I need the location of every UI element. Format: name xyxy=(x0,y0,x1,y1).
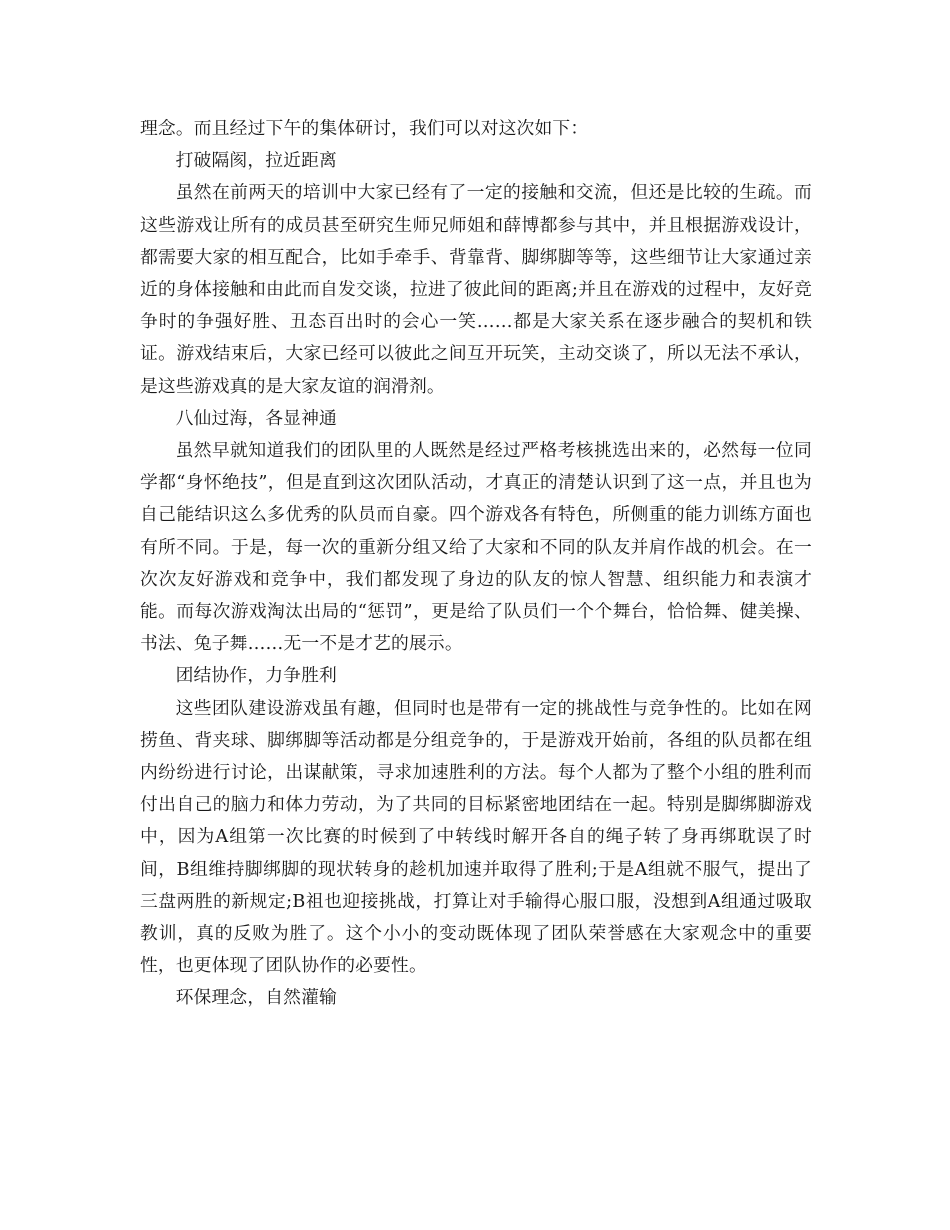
section-heading-teamwork: 团结协作，力争胜利 xyxy=(175,665,337,687)
document-body xyxy=(140,113,812,1015)
section-heading-eight-immortals: 八仙过海，各显神通 xyxy=(175,407,337,429)
body-paragraph-eight-immortals: 虽然早就知道我们的团队里的人既然是经过严格考核挑选出来的，必然每一位同学都“身怀绝技”，但是直到这次团队活动，才真正的清楚认识到了这一点，并且也为自己能结识这么多优秀的队员而自豪。四个游戏各有特色，所侧重的能力训练方面也有所不同。于是，每一次的重新分组又给了大家和不同的队友并肩作战的机会。在一次次友好游戏和竞争中，我们都发现了身边的队友的惊人智慧、组织能力和表演才能。而每次游戏淘汰出局的“惩罚”，更是给了队员们一个个舞台，恰恰舞、健美操、书法、兔子舞……无一不是才艺的展示。 xyxy=(140,440,812,655)
body-paragraph-break-barriers: 虽然在前两天的培训中大家已经有了一定的接触和交流，但还是比较的生疏。而这些游戏让所有的成员甚至研究生师兄师姐和薛博都参与其中，并且根据游戏设计，都需要大家的相互配合，比如手牵手、背靠背、脚绑脚等等，这些细节让大家通过亲近的身体接触和由此而自发交谈，拉进了彼此间的距离;并且在游戏的过程中，友好竞争时的争强好胜、丑态百出时的会心一笑……都是大家关系在逐步融合的契机和铁证。游戏结束后，大家已经可以彼此之间互开玩笑，主动交谈了，所以无法不承认，是这些游戏真的是大家友谊的润滑剂。 xyxy=(140,182,812,397)
body-paragraph-continued: 理念。而且经过下午的集体研讨，我们可以对这次如下： xyxy=(140,118,589,139)
body-paragraph-teamwork: 这些团队建设游戏虽有趣，但同时也是带有一定的挑战性与竞争性的。比如在网捞鱼、背夹球、脚绑脚等活动都是分组竞争的，于是游戏开始前，各组的队员都在组内纷纷进行讨论，出谋献策，寻求加速胜利的方法。每个人都为了整个小组的胜利而付出自己的脑力和体力劳动，为了共同的目标紧密地团结在一起。特别是脚绑脚游戏中，因为A组第一次比赛的时候到了中转线时解开各自的绳子转了身再绑耽误了时间，B组维持脚绑脚的现状转身的趁机加速并取得了胜利;于是A组就不服气，提出了三盘两胜的新规定;B祖也迎接挑战，打算让对手输得心服口服，没想到A组通过吸取教训，真的反败为胜了。这个小小的变动既体现了团队荣誉感在大家观念中的重要性，也更体现了团队协作的必要性。 xyxy=(140,697,812,977)
section-heading-environment: 环保理念，自然灌输 xyxy=(175,987,337,1009)
section-heading-break-barriers: 打破隔阂，拉近距离 xyxy=(175,150,337,172)
